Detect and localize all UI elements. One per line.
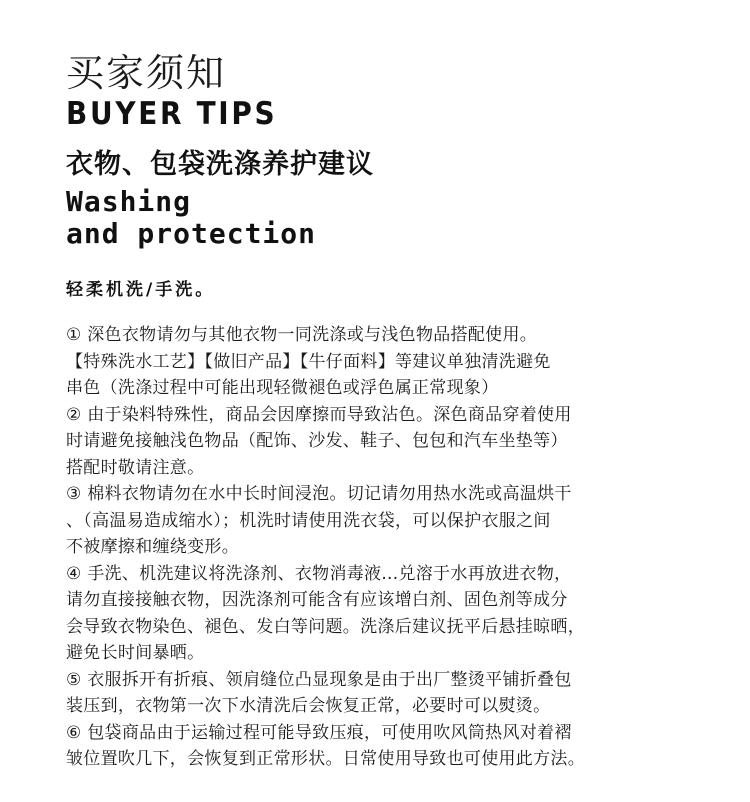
- instruction-line: 避免长时间暴晒。: [66, 643, 205, 663]
- instruction-line: ① 深色衣物请勿与其他衣物一同洗涤或与浅色物品搭配使用。: [66, 325, 538, 345]
- instruction-line: 串色（洗涤过程中可能出现轻微褪色或浮色属正常现象）: [66, 378, 499, 398]
- page-title-cn: 买家须知: [66, 51, 227, 95]
- instruction-line: 搭配时敬请注意。: [66, 457, 205, 478]
- instruction-line: 时请避免接触浅色物品（配饰、沙发、鞋子、包包和汽车坐垫等）: [66, 431, 568, 451]
- page-title-en: BUYER TIPS: [66, 96, 278, 132]
- instruction-line: 、（高温易造成缩水）；机洗时请使用洗衣袋，可以保护衣服之间: [66, 510, 551, 531]
- instruction-line: ⑤ 衣服拆开有折痕、领肩缝位凸显现象是由于出厂整烫平铺折叠包: [66, 669, 572, 690]
- instruction-line: 装压到，衣物第一次下水清洗后会恢复正常，必要时可以熨烫。: [66, 696, 551, 716]
- instruction-line: 会导致衣物染色、褪色、发白等问题。洗涤后建议抚平后悬挂晾晒，: [66, 616, 585, 637]
- instruction-line: 【特殊洗水工艺】【做旧产品】【牛仔面料】等建议单独清洗避免: [66, 351, 551, 372]
- section-title-en: [66, 186, 316, 250]
- section-title-en-line-2: and protection: [66, 217, 317, 250]
- instruction-line: 皱位置吹几下，会恢复到正常形状。日常使用导致也可使用此方法。: [66, 749, 585, 769]
- instruction-line: ② 由于染料特殊性，商品会因摩擦而导致沾色。深色商品穿着使用: [66, 404, 572, 425]
- section-title-en-line-1: Washing: [66, 185, 192, 218]
- care-instructions-body: [66, 322, 686, 773]
- washing-method-subtitle: 轻柔机洗/手洗。: [66, 280, 216, 300]
- instruction-line: ③ 棉料衣物请勿在水中长时间浸泡。切记请勿用热水洗或高温烘干: [66, 484, 572, 504]
- section-title-cn: 衣物、包袋洗涤养护建议: [66, 149, 374, 180]
- instruction-line: ⑥ 包袋商品由于运输过程可能导致压痕，可使用吹风筒热风对着褶: [66, 722, 572, 743]
- instruction-line: ④ 手洗、机洗建议将洗涤剂、衣物消毒液...兑溶于水再放进衣物，: [66, 563, 572, 584]
- instruction-line: 请勿直接接触衣物，因洗涤剂可能含有应该增白剂、固色剂等成分: [66, 590, 568, 610]
- instruction-line: 不被摩擦和缠绕变形。: [66, 537, 239, 557]
